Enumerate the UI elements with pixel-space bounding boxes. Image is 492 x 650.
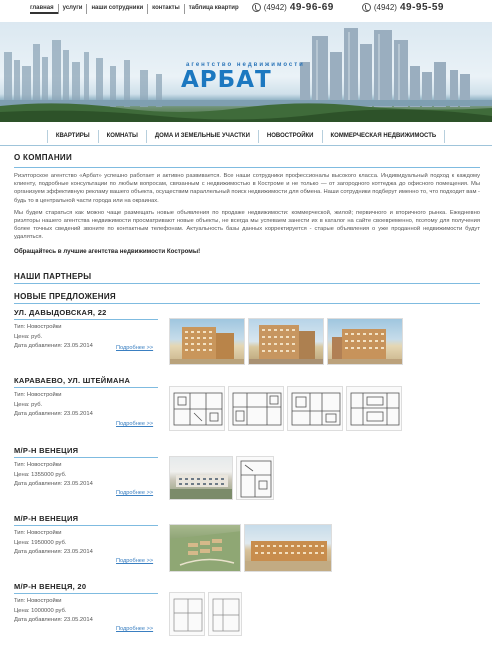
- floor-plan-image[interactable]: [228, 386, 284, 431]
- header-banner: [0, 22, 492, 122]
- about-paragraph: Риэлторское агентство «Арбат» успешно работает и активно развивается. Все наши сотрудники профессионалы высокого класса. Индивидуальный подход к каждому клиенту, подробные консультации по любым вопросам, связанным с недвижимостью в Костроме и не только — от загородного коттеджа до офисного помещения. Мы организуем эффективную рекламу вашего объекта, осуществим параллельный поиск недвижимости для обмена. Наши сотрудники подберут именно то, что подходит вам - будь то в центральной части города или на окраинах.: [14, 173, 480, 204]
- floor-plan-image[interactable]: [169, 386, 225, 431]
- offers-section: [14, 292, 480, 304]
- listing-item: [14, 514, 480, 574]
- top-bar: [0, 0, 492, 22]
- listing-type: Тип: Новостройки: [14, 598, 62, 604]
- listing-type: Тип: Новостройки: [14, 324, 62, 330]
- topnav-services[interactable]: услуги: [58, 4, 87, 14]
- nav-new-buildings[interactable]: НОВОСТРОЙКИ: [258, 130, 322, 143]
- nav-rooms[interactable]: КОМНАТЫ: [98, 130, 146, 143]
- nav-houses-land[interactable]: ДОМА И ЗЕМЕЛЬНЫЕ УЧАСТКИ: [146, 130, 258, 143]
- building-photo[interactable]: [248, 318, 324, 365]
- floor-plan-image[interactable]: [346, 386, 402, 431]
- topnav-apartments-table[interactable]: таблица квартир: [184, 4, 243, 14]
- listing-date: Дата добавления: 23.05.2014: [14, 481, 93, 487]
- divider: [14, 319, 158, 320]
- logo[interactable]: АРБАТ: [181, 67, 272, 93]
- listing-title[interactable]: УЛ. ДАВЫДОВСКАЯ, 22: [14, 308, 107, 317]
- listing-price: Цена: руб.: [14, 333, 43, 340]
- listing-photos: [169, 456, 274, 500]
- about-section: [14, 153, 480, 255]
- divider: [14, 283, 480, 284]
- more-link[interactable]: Подробнее >>: [116, 345, 154, 351]
- listing-title[interactable]: М/Р-Н ВЕНЕЦЯ, 20: [14, 582, 87, 591]
- about-paragraph: Мы будем стараться как можно чаще размещать новые объявления по продаже недвижимости: коммерческой, жилой; первичного и вторичного рынка. Ежедневно риэлторы нашего агентства недвижимости просматривают новые объекты, не всегда мы успеваем занести их в каталог на сайте своевременно, поэтому для получения более точных сведений звоните по контактным телефонам. Актуальность базы данных корректируется - старые объявления о уже проданной недвижимости будут удаляться.: [14, 209, 480, 241]
- building-photo[interactable]: [169, 318, 245, 365]
- listing-item: [14, 308, 480, 368]
- more-link[interactable]: Подробнее >>: [116, 421, 154, 427]
- listing-date: Дата добавления: 23.05.2014: [14, 411, 93, 417]
- partners-section: [14, 272, 480, 284]
- divider: [14, 303, 480, 304]
- building-photo[interactable]: [244, 524, 332, 572]
- floor-plan-image[interactable]: [287, 386, 343, 431]
- phone-icon: [362, 3, 371, 12]
- phone-2: [362, 2, 444, 13]
- listing-title[interactable]: КАРАВАЕВО, УЛ. ШТЕЙМАНА: [14, 376, 131, 385]
- divider: [14, 167, 480, 168]
- phone-number: 49-95-59: [399, 2, 444, 13]
- listing-item: [14, 446, 480, 506]
- divider: [14, 525, 158, 526]
- listing-meta: [14, 529, 93, 558]
- more-link[interactable]: Подробнее >>: [116, 490, 154, 496]
- listing-meta: [14, 461, 93, 490]
- listing-meta: [14, 323, 93, 352]
- divider: [14, 593, 158, 594]
- more-link[interactable]: Подробнее >>: [116, 558, 154, 564]
- listing-meta: [14, 391, 93, 420]
- listing-date: Дата добавления: 23.05.2014: [14, 549, 93, 555]
- divider: [14, 457, 158, 458]
- building-photo[interactable]: [327, 318, 403, 365]
- listing-photos: [169, 524, 332, 572]
- top-nav: [30, 4, 243, 14]
- floor-plan-image[interactable]: [236, 456, 274, 500]
- listing-date: Дата добавления: 23.05.2014: [14, 343, 93, 349]
- phone-icon: [252, 3, 261, 12]
- listing-title[interactable]: М/Р-Н ВЕНЕЦИЯ: [14, 514, 79, 523]
- about-slogan: Обращайтесь в лучшие агентства недвижимости Костромы!: [14, 247, 201, 255]
- phone-block: [252, 2, 444, 13]
- listing-photos: [169, 318, 403, 365]
- section-title: О КОМПАНИИ: [14, 153, 73, 162]
- logo-subtitle: агентство недвижимости: [186, 62, 305, 68]
- listing-item: [14, 582, 480, 642]
- nav-commercial[interactable]: КОММЕРЧЕСКАЯ НЕДВИЖИМОСТЬ: [322, 130, 446, 143]
- listing-photos: [169, 386, 402, 431]
- listing-price: Цена: руб.: [14, 401, 43, 408]
- topnav-home[interactable]: главная: [30, 4, 58, 14]
- site-aerial-photo[interactable]: [169, 524, 241, 572]
- listing-title[interactable]: М/Р-Н ВЕНЕЦИЯ: [14, 446, 79, 455]
- floor-plan-image[interactable]: [169, 592, 205, 636]
- listing-type: Тип: Новостройки: [14, 462, 62, 468]
- building-photo[interactable]: [169, 456, 233, 500]
- nav-apartments[interactable]: КВАРТИРЫ: [47, 130, 98, 143]
- listing-item: [14, 376, 480, 436]
- listing-price: Цена: 1355000 руб.: [14, 471, 67, 478]
- phone-code: (4942): [263, 3, 287, 12]
- phone-1: [252, 2, 334, 13]
- listing-price: Цена: 1000000 руб.: [14, 607, 67, 614]
- divider: [14, 387, 158, 388]
- main-nav: [0, 130, 492, 146]
- section-title: НОВЫЕ ПРЕДЛОЖЕНИЯ: [14, 292, 116, 301]
- listing-date: Дата добавления: 23.05.2014: [14, 617, 93, 623]
- topnav-contacts[interactable]: контакты: [147, 4, 184, 14]
- listing-type: Тип: Новостройки: [14, 392, 62, 398]
- floor-plan-image[interactable]: [208, 592, 242, 636]
- phone-code: (4942): [373, 3, 397, 12]
- phone-number: 49-96-69: [289, 2, 334, 13]
- listing-photos: [169, 592, 242, 636]
- listing-meta: [14, 597, 93, 626]
- more-link[interactable]: Подробнее >>: [116, 626, 154, 632]
- section-title[interactable]: НАШИ ПАРТНЕРЫ: [14, 272, 92, 281]
- topnav-staff[interactable]: наши сотрудники: [86, 4, 147, 14]
- listing-price: Цена: 1950000 руб.: [14, 539, 67, 546]
- listing-type: Тип: Новостройки: [14, 530, 62, 536]
